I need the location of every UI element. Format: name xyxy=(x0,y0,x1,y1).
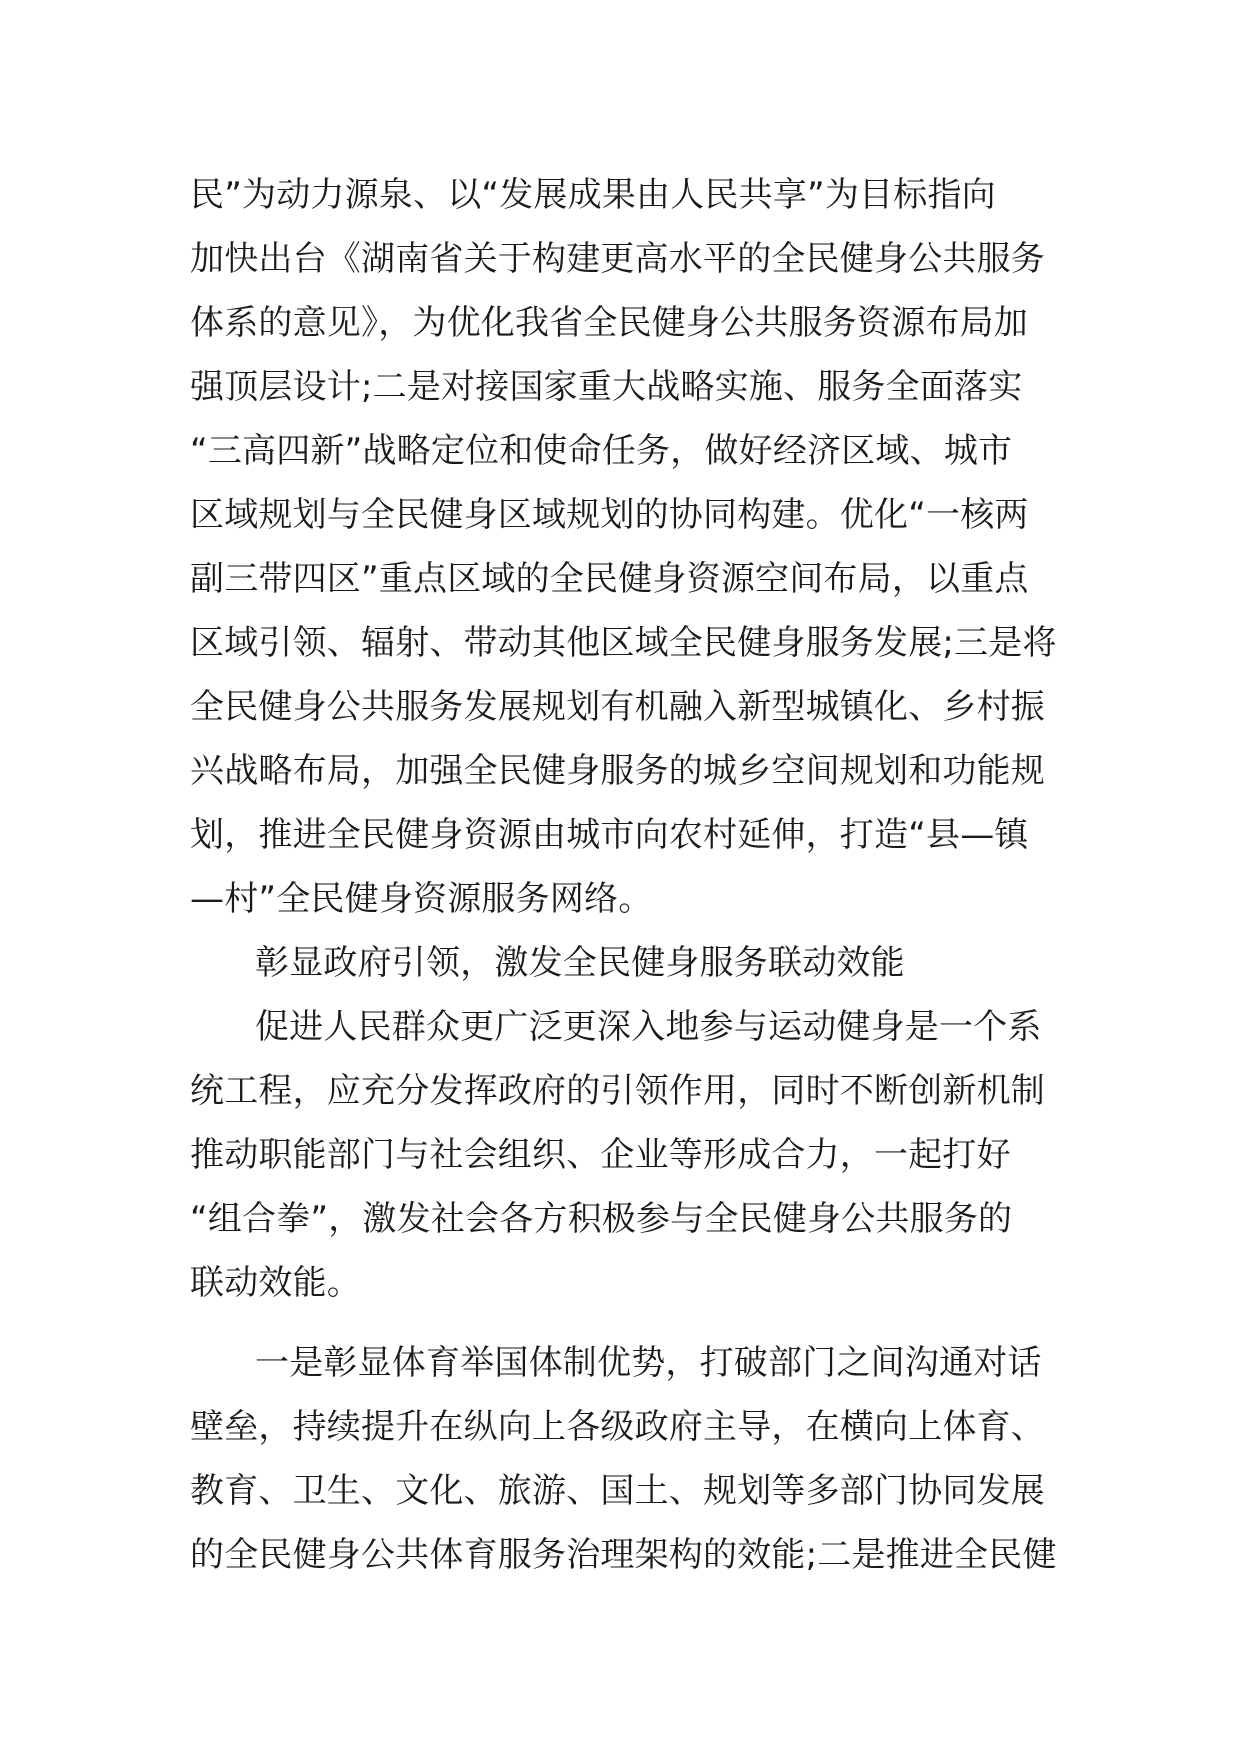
body-text-line: 民”为动力源泉、以“发展成果由人民共享”为目标指向 xyxy=(190,175,996,215)
body-text-line: 促进人民群众更广泛更深入地参与运动健身是一个系 xyxy=(255,1007,1042,1047)
body-text-line: 推动职能部门与社会组织、企业等形成合力，一起打好 xyxy=(190,1135,1011,1175)
body-text-line: 副三带四区”重点区域的全民健身资源空间布局，以重点 xyxy=(190,559,1029,599)
body-text-line: 划，推进全民健身资源由城市向农村延伸，打造“县—镇 xyxy=(190,815,1029,855)
body-text-line: 的全民健身公共体育服务治理架构的效能;二是推进全民健 xyxy=(190,1535,1057,1575)
body-text-line: 一是彰显体育举国体制优势，打破部门之间沟通对话 xyxy=(255,1343,1042,1383)
body-text-line: 区域规划与全民健身区域规划的协同构建。优化“一核两 xyxy=(190,495,1029,535)
body-text-line: 体系的意见》，为优化我省全民健身公共服务资源布局加 xyxy=(190,303,1028,343)
body-text-line: 区域引领、辐射、带动其他区域全民健身服务发展;三是将 xyxy=(190,623,1057,663)
section-heading: 彰显政府引领，激发全民健身服务联动效能 xyxy=(255,943,905,983)
body-text-line: —村”全民健身资源服务网络。 xyxy=(190,879,653,919)
body-text-line: 统工程，应充分发挥政府的引领作用，同时不断创新机制 xyxy=(190,1071,1045,1111)
body-text-line: 强顶层设计;二是对接国家重大战略实施、服务全面落实 xyxy=(190,367,1023,407)
body-text-line: 加快出台《湖南省关于构建更高水平的全民健身公共服务 xyxy=(190,239,1045,279)
body-text-line: 壁垒，持续提升在纵向上各级政府主导，在横向上体育、 xyxy=(190,1407,1045,1447)
body-text-line: 教育、卫生、文化、旅游、国土、规划等多部门协同发展 xyxy=(190,1471,1045,1511)
body-text-line: “组合拳”，激发社会各方积极参与全民健身公共服务的 xyxy=(190,1199,1013,1239)
body-text-line: 联动效能。 xyxy=(190,1263,361,1303)
body-text-line: “三高四新”战略定位和使命任务，做好经济区域、城市 xyxy=(190,431,1013,471)
body-text-line: 全民健身公共服务发展规划有机融入新型城镇化、乡村振 xyxy=(190,687,1045,727)
body-text-line: 兴战略布局，加强全民健身服务的城乡空间规划和功能规 xyxy=(190,751,1045,791)
